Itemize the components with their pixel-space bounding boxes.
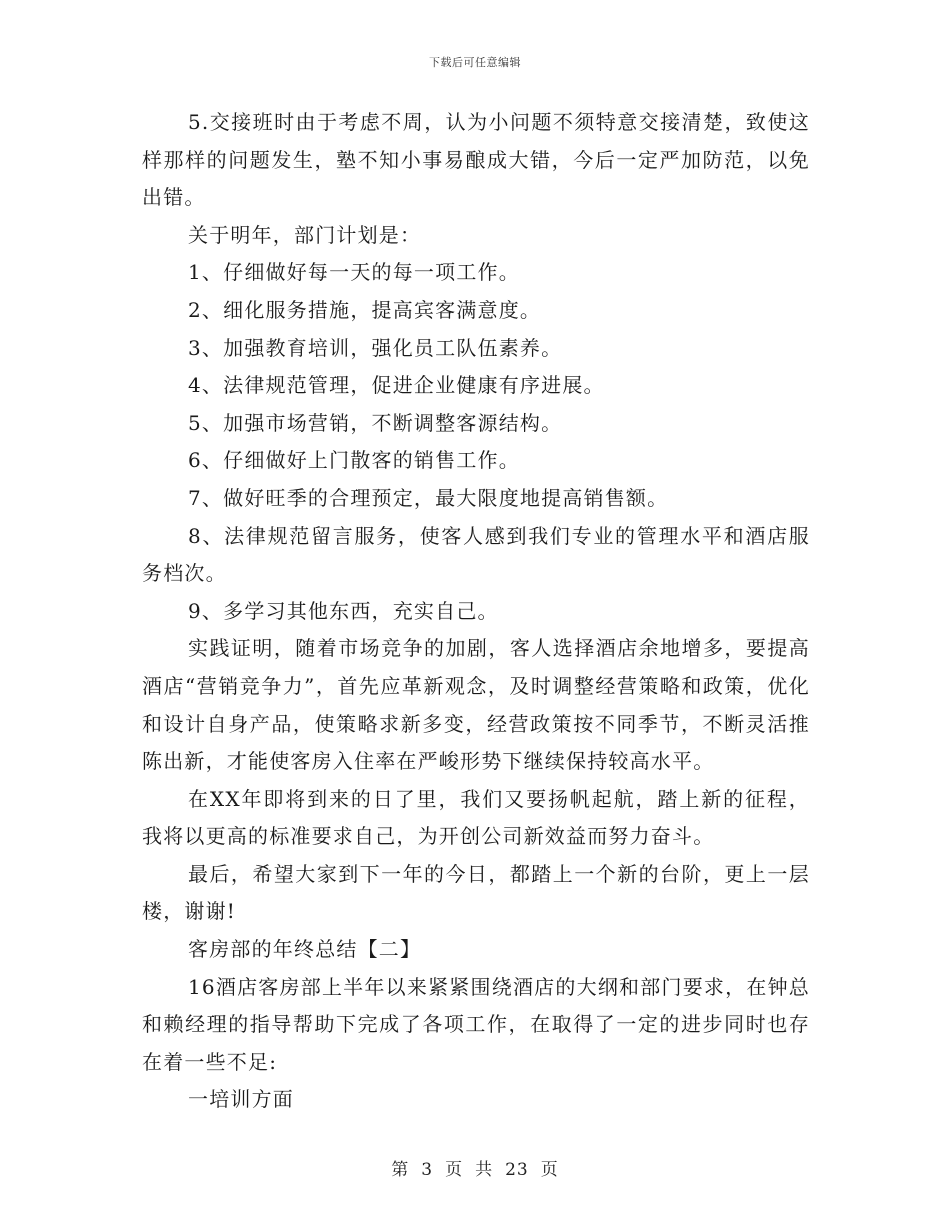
paragraph: 在XX年即将到来的日了里，我们又要扬帆起航，踏上新的征程，我将以更高的标准要求自己，为开创公司新效益而努力奋斗。 (142, 786, 810, 849)
list-item: 5、加强市场营销，不断调整客源结构。 (188, 410, 563, 435)
paragraph: 最后，希望大家到下一年的今日，都踏上一个新的台阶，更上一层楼，谢谢! (142, 861, 810, 924)
list-item: 3、加强教育培训，强化员工队伍素养。 (188, 335, 563, 360)
page-number-footer (0, 1155, 950, 1180)
page-header-note: 下载后可任意编辑 (429, 56, 521, 69)
paragraph: 实践证明，随着市场竞争的加剧，客人选择酒店余地增多，要提高酒店“营销竞争力”，首先应革新观念，及时调整经营策略和政策，优化和设计自身产品，使策略求新多变，经营政策按不同季节，不断灵活推陈出新，才能使客房入住率在严峻形势下继续保持较高水平。 (142, 636, 810, 774)
current-page-number: 3 (421, 1160, 434, 1180)
total-pages-number: 23 (505, 1160, 529, 1180)
list-item: 1、仔细做好每一天的每一项工作。 (188, 260, 520, 285)
list-item: 8、法律规范留言服务，使客人感到我们专业的管理水平和酒店服务档次。 (142, 523, 810, 586)
footer-page-word: 页 (445, 1160, 464, 1180)
section-heading: 客房部的年终总结【二】 (188, 937, 422, 962)
list-item: 7、做好旺季的合理预定，最大限度地提高销售额。 (188, 485, 669, 510)
paragraph: 16酒店客房部上半年以来紧紧围绕酒店的大纲和部门要求，在钟总和赖经理的指导帮助下完成了各项工作，在取得了一定的进步同时也存在着一些不足: (142, 974, 810, 1074)
list-item: 4、法律规范管理，促进企业健康有序进展。 (188, 373, 605, 398)
document-body (142, 104, 810, 1119)
subsection-heading: 一培训方面 (188, 1087, 294, 1112)
paragraph: 5.交接班时由于考虑不周，认为小问题不须特意交接清楚，致使这样那样的问题发生，塾不知小事易酿成大错，今后一定严加防范，以免出错。 (142, 110, 810, 210)
list-item: 2、细化服务措施，提高宾客满意度。 (188, 297, 542, 322)
list-item: 9、多学习其他东西，充实自己。 (188, 598, 499, 623)
footer-total-word: 共 (475, 1160, 494, 1180)
list-item: 6、仔细做好上门散客的销售工作。 (188, 448, 520, 473)
paragraph: 关于明年，部门计划是： (188, 222, 422, 247)
footer-suffix: 页 (540, 1160, 559, 1180)
footer-prefix: 第 (391, 1160, 410, 1180)
